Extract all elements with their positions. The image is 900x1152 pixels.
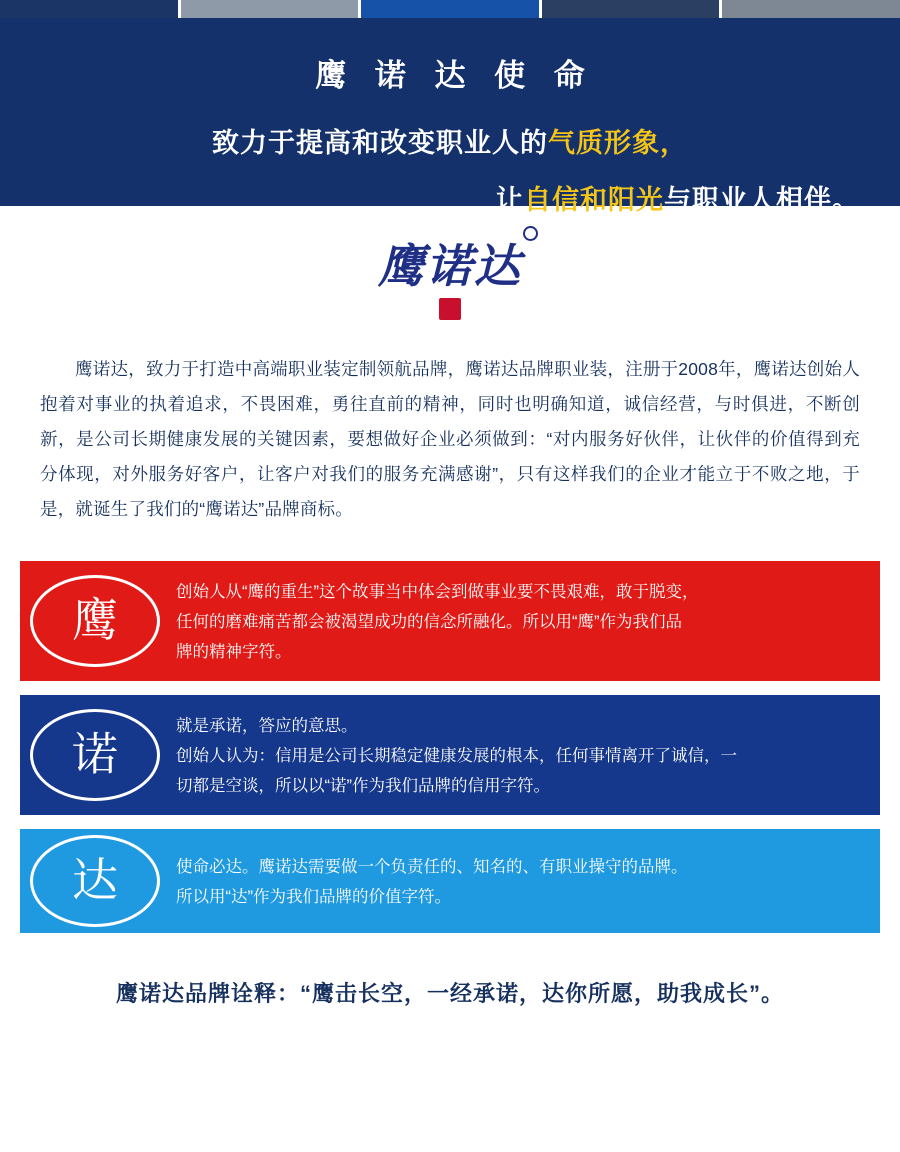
seal-icon [439, 298, 461, 320]
brand-logo-text [378, 230, 522, 296]
brand-block-text [170, 829, 880, 933]
brand-character-blocks [20, 561, 880, 933]
mission-banner [0, 18, 900, 215]
brand-block-line: 任何的磨难痛苦都会被渴望成功的信念所融化。所以用“鹰”作为我们品 [176, 613, 682, 631]
brand-block-text [170, 561, 880, 681]
photo-thumbnail [722, 0, 900, 18]
brand-block-badge [20, 695, 170, 815]
mission-line-2-highlight: 自信和阳光 [524, 185, 664, 215]
brand-block-line: 所以用“达”作为我们品牌的价值字符。 [176, 888, 451, 906]
badge-oval [30, 709, 160, 801]
brand-logo-characters: 鹰诺达 [378, 241, 522, 292]
brand-block-line: 牌的精神字符。 [176, 643, 292, 661]
badge-character: 诺 [72, 729, 118, 780]
intro-paragraph: 鹰诺达，致力于打造中高端职业装定制领航品牌，鹰诺达品牌职业装，注册于2008年，鹰诺达创始人抱着对事业的执着追求，不畏困难，勇往直前的精神，同时也明确知道，诚信经营，与时俱进，不断创新，是公司长期健康发展的关键因素，要想做好企业必须做到：“对内服务好伙伴，让伙伴的价值得到充分体现，对外服务好客户，让客户对我们的服务充满感谢”，只有这样我们的企业才能立于不败之地，于是，就诞生了我们的“鹰诺达”品牌商标。 [40, 359, 860, 519]
mission-line-2-prefix: 让 [496, 185, 524, 215]
brand-logo-area [0, 206, 900, 346]
mission-line-1-highlight: 气质形象， [548, 128, 688, 158]
photo-thumbnail [542, 0, 723, 18]
photo-thumbnail [181, 0, 362, 18]
badge-character: 鹰 [72, 595, 118, 646]
brand-block-line: 切都是空谈，所以以“诺”作为我们品牌的信用字符。 [176, 777, 550, 795]
brand-block-nuo [20, 695, 880, 815]
brand-block-da [20, 829, 880, 933]
brand-logo [378, 230, 522, 320]
badge-oval [30, 575, 160, 667]
brand-block-badge [20, 829, 170, 933]
brand-block-text [170, 695, 880, 815]
circle-icon [523, 226, 538, 241]
brand-slogan: 鹰诺达品牌诠释：“鹰击长空，一经承诺，达你所愿，助我成长”。 [115, 981, 784, 1006]
brand-block-line: 使命必达。鹰诺达需要做一个负责任的、知名的、有职业操守的品牌。 [176, 858, 688, 876]
photo-strip [0, 0, 900, 18]
mission-line-1-text: 致力于提高和改变职业人的 [212, 128, 548, 158]
badge-character: 达 [72, 855, 118, 906]
mission-title: 鹰 诺 达 使 命 [315, 58, 595, 93]
brand-block-line: 创始人从“鹰的重生”这个故事当中体会到做事业要不畏艰难，敢于脱变， [176, 583, 699, 601]
mission-line-2-suffix: 与职业人相伴。 [664, 185, 860, 215]
mission-line-1 [0, 121, 900, 160]
photo-thumbnail [0, 0, 181, 18]
brand-block-line: 创始人认为：信用是公司长期稳定健康发展的根本，任何事情离开了诚信，一 [176, 747, 737, 765]
badge-oval [30, 835, 160, 927]
brand-block-badge [20, 561, 170, 681]
photo-thumbnail [361, 0, 542, 18]
brand-block-ying [20, 561, 880, 681]
brand-block-line: 就是承诺，答应的意思。 [176, 717, 358, 735]
